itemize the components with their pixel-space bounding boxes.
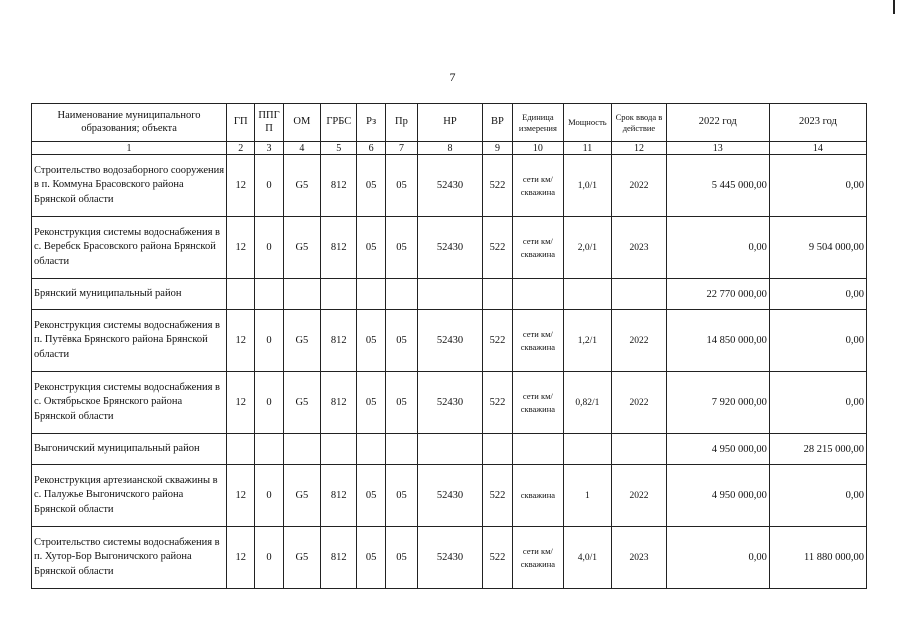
- object-row: [32, 372, 867, 434]
- cell-name: Реконструкция артезианской скважины в с. Палужье Выгоничского района Брянской области: [32, 465, 227, 527]
- page-edge-mark: [893, 0, 895, 14]
- cell-om: G5: [283, 527, 320, 589]
- table-body: [32, 155, 867, 589]
- column-number: 8: [418, 142, 483, 155]
- column-number: 1: [32, 142, 227, 155]
- cell-ppgp: 0: [255, 465, 283, 527]
- cell-rz: [357, 434, 385, 465]
- cell-ppgp: 0: [255, 217, 283, 279]
- cell-2023: 0,00: [769, 465, 866, 527]
- cell-unit: сети км/скважина: [513, 372, 564, 434]
- object-row: [32, 155, 867, 217]
- cell-capacity: 1: [563, 465, 612, 527]
- header-om: ОМ: [283, 104, 320, 142]
- cell-2023: 0,00: [769, 155, 866, 217]
- column-numbers-row: [32, 142, 867, 155]
- cell-ppgp: 0: [255, 155, 283, 217]
- cell-2023: 0,00: [769, 310, 866, 372]
- cell-2023: 11 880 000,00: [769, 527, 866, 589]
- cell-ppgp: 0: [255, 372, 283, 434]
- cell-name: Строительство системы водоснабжения в п. Хутор-Бор Выгоничского района Брянской области: [32, 527, 227, 589]
- cell-2022: 0,00: [666, 527, 769, 589]
- header-name: Наименование муниципального образования; объекта: [32, 104, 227, 142]
- cell-gp: 12: [227, 310, 255, 372]
- cell-rz: 05: [357, 372, 385, 434]
- column-number: 6: [357, 142, 385, 155]
- cell-gp: 12: [227, 465, 255, 527]
- cell-2023: 28 215 000,00: [769, 434, 866, 465]
- cell-gp: 12: [227, 217, 255, 279]
- cell-deadline: 2022: [612, 310, 667, 372]
- cell-rz: 05: [357, 465, 385, 527]
- cell-gp: 12: [227, 527, 255, 589]
- cell-pr: 05: [385, 372, 417, 434]
- header-grbs: ГРБС: [321, 104, 357, 142]
- cell-om: [283, 279, 320, 310]
- cell-om: G5: [283, 155, 320, 217]
- cell-2022: 7 920 000,00: [666, 372, 769, 434]
- cell-om: G5: [283, 310, 320, 372]
- cell-name: Реконструкция системы водоснабжения в п. Путёвка Брянского района Брянской области: [32, 310, 227, 372]
- object-row: [32, 527, 867, 589]
- cell-2022: 4 950 000,00: [666, 465, 769, 527]
- cell-2022: 22 770 000,00: [666, 279, 769, 310]
- cell-capacity: 4,0/1: [563, 527, 612, 589]
- cell-rz: 05: [357, 217, 385, 279]
- page-number: 7: [449, 70, 456, 84]
- cell-unit: сети км/скважина: [513, 527, 564, 589]
- cell-ppgp: [255, 279, 283, 310]
- header-ppgp: ППГП: [255, 104, 283, 142]
- cell-2023: 9 504 000,00: [769, 217, 866, 279]
- cell-grbs: [321, 434, 357, 465]
- cell-nr: [418, 279, 483, 310]
- cell-rz: 05: [357, 310, 385, 372]
- cell-deadline: 2023: [612, 527, 667, 589]
- cell-unit: сети км/скважина: [513, 217, 564, 279]
- header-2022: 2022 год: [666, 104, 769, 142]
- cell-pr: [385, 279, 417, 310]
- cell-2023: 0,00: [769, 279, 866, 310]
- header-deadline: Срок ввода в действие: [612, 104, 667, 142]
- cell-grbs: [321, 279, 357, 310]
- cell-deadline: 2022: [612, 465, 667, 527]
- cell-om: G5: [283, 217, 320, 279]
- header-capacity: Мощность: [563, 104, 612, 142]
- object-row: [32, 217, 867, 279]
- cell-capacity: 0,82/1: [563, 372, 612, 434]
- cell-grbs: 812: [321, 372, 357, 434]
- cell-nr: 52430: [418, 155, 483, 217]
- cell-vr: 522: [482, 217, 512, 279]
- column-number: 7: [385, 142, 417, 155]
- cell-rz: [357, 279, 385, 310]
- cell-grbs: 812: [321, 217, 357, 279]
- cell-pr: 05: [385, 527, 417, 589]
- cell-grbs: 812: [321, 155, 357, 217]
- cell-ppgp: 0: [255, 310, 283, 372]
- cell-nr: 52430: [418, 217, 483, 279]
- cell-2022: 14 850 000,00: [666, 310, 769, 372]
- district-row: [32, 279, 867, 310]
- cell-deadline: 2022: [612, 372, 667, 434]
- cell-om: G5: [283, 465, 320, 527]
- header-rz: Рз: [357, 104, 385, 142]
- object-row: [32, 465, 867, 527]
- column-number: 14: [769, 142, 866, 155]
- object-row: [32, 310, 867, 372]
- header-nr: НР: [418, 104, 483, 142]
- header-unit: Единица измерения: [513, 104, 564, 142]
- cell-2022: 4 950 000,00: [666, 434, 769, 465]
- cell-rz: 05: [357, 527, 385, 589]
- header-pr: Пр: [385, 104, 417, 142]
- cell-deadline: [612, 434, 667, 465]
- cell-pr: 05: [385, 310, 417, 372]
- header-gp: ГП: [227, 104, 255, 142]
- cell-om: [283, 434, 320, 465]
- cell-deadline: 2023: [612, 217, 667, 279]
- budget-table: [31, 103, 867, 589]
- cell-capacity: 1,0/1: [563, 155, 612, 217]
- header-vr: ВР: [482, 104, 512, 142]
- cell-deadline: 2022: [612, 155, 667, 217]
- cell-vr: [482, 434, 512, 465]
- cell-ppgp: [255, 434, 283, 465]
- column-number: 10: [513, 142, 564, 155]
- cell-grbs: 812: [321, 310, 357, 372]
- cell-2022: 5 445 000,00: [666, 155, 769, 217]
- cell-gp: [227, 434, 255, 465]
- cell-name: Реконструкция системы водоснабжения в с. Веребск Брасовского района Брянской области: [32, 217, 227, 279]
- cell-grbs: 812: [321, 527, 357, 589]
- cell-nr: 52430: [418, 310, 483, 372]
- column-number: 4: [283, 142, 320, 155]
- cell-nr: 52430: [418, 465, 483, 527]
- cell-unit: [513, 434, 564, 465]
- cell-deadline: [612, 279, 667, 310]
- cell-pr: 05: [385, 217, 417, 279]
- cell-vr: 522: [482, 155, 512, 217]
- cell-capacity: [563, 279, 612, 310]
- cell-name: Строительство водозаборного сооружения в п. Коммуна Брасовского района Брянской области: [32, 155, 227, 217]
- cell-pr: 05: [385, 155, 417, 217]
- cell-unit: [513, 279, 564, 310]
- cell-vr: 522: [482, 372, 512, 434]
- cell-gp: 12: [227, 155, 255, 217]
- cell-capacity: 2,0/1: [563, 217, 612, 279]
- cell-om: G5: [283, 372, 320, 434]
- cell-gp: 12: [227, 372, 255, 434]
- cell-nr: [418, 434, 483, 465]
- cell-vr: [482, 279, 512, 310]
- column-number: 3: [255, 142, 283, 155]
- cell-unit: сети км/скважина: [513, 310, 564, 372]
- cell-name: Реконструкция системы водоснабжения в с. Октябрьское Брянского района Брянской области: [32, 372, 227, 434]
- cell-capacity: 1,2/1: [563, 310, 612, 372]
- cell-2022: 0,00: [666, 217, 769, 279]
- column-number: 11: [563, 142, 612, 155]
- district-row: [32, 434, 867, 465]
- header-2023: 2023 год: [769, 104, 866, 142]
- cell-pr: [385, 434, 417, 465]
- cell-name: Выгоничский муниципальный район: [32, 434, 227, 465]
- column-number: 12: [612, 142, 667, 155]
- cell-vr: 522: [482, 310, 512, 372]
- cell-unit: сети км/скважина: [513, 155, 564, 217]
- cell-gp: [227, 279, 255, 310]
- cell-name: Брянский муниципальный район: [32, 279, 227, 310]
- column-number: 5: [321, 142, 357, 155]
- cell-grbs: 812: [321, 465, 357, 527]
- cell-ppgp: 0: [255, 527, 283, 589]
- cell-rz: 05: [357, 155, 385, 217]
- column-number: 2: [227, 142, 255, 155]
- cell-vr: 522: [482, 527, 512, 589]
- cell-2023: 0,00: [769, 372, 866, 434]
- cell-pr: 05: [385, 465, 417, 527]
- cell-nr: 52430: [418, 527, 483, 589]
- cell-unit: скважина: [513, 465, 564, 527]
- column-number: 9: [482, 142, 512, 155]
- cell-nr: 52430: [418, 372, 483, 434]
- cell-vr: 522: [482, 465, 512, 527]
- cell-capacity: [563, 434, 612, 465]
- header-row: [32, 104, 867, 142]
- column-number: 13: [666, 142, 769, 155]
